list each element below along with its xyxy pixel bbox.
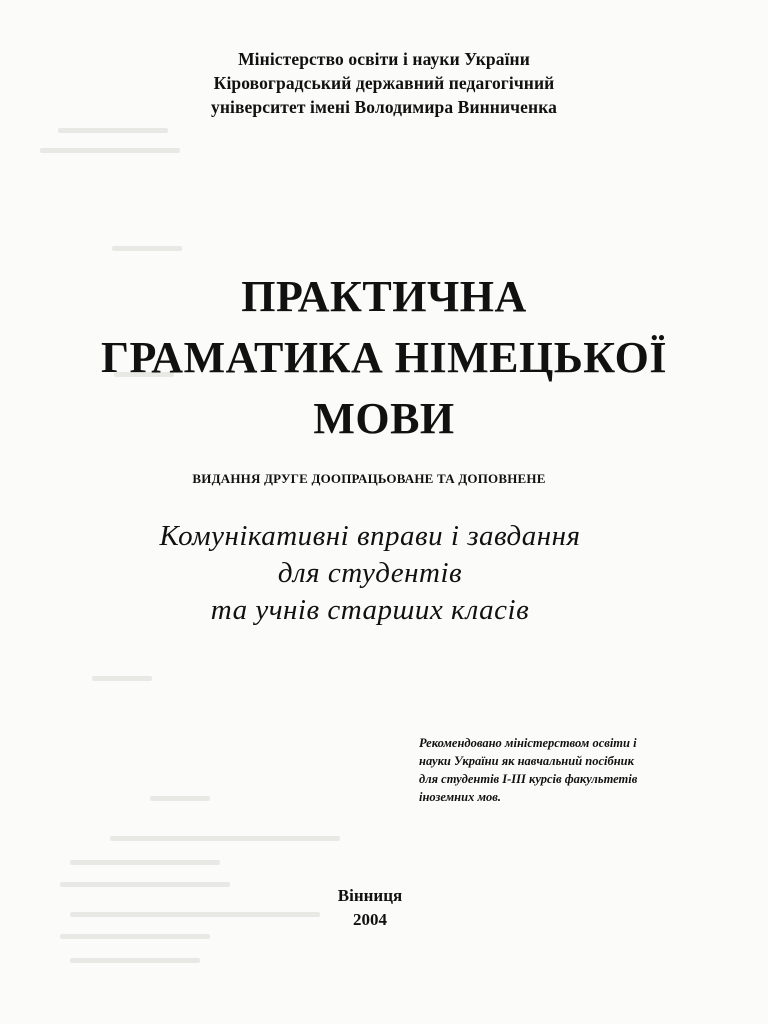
bleed-through-mark <box>112 246 182 251</box>
bleed-through-mark <box>58 128 168 133</box>
subtitle-line: для студентів <box>277 557 463 589</box>
subtitle-line: Комунікативні вправи і завдання <box>159 520 581 552</box>
recommendation-line: для студентів І-ІІІ курсів факультетів <box>419 772 638 786</box>
ministry-recommendation <box>419 734 749 806</box>
imprint-year: 2004 <box>353 910 387 929</box>
subtitle-line: та учнів старших класів <box>210 594 530 626</box>
bleed-through-mark <box>40 148 180 153</box>
book-title <box>0 266 768 449</box>
bleed-through-mark <box>70 958 200 963</box>
institution-line: Кіровоградський державний педагогічний <box>213 73 555 93</box>
imprint-city: Вінниця <box>337 886 403 905</box>
institution-line: Міністерство освіти і науки України <box>238 49 530 69</box>
bleed-through-mark <box>60 934 210 939</box>
institution-line: університет імені Володимира Винниченка <box>211 97 557 117</box>
edition-note: ВИДАННЯ ДРУГЕ ДООПРАЦЬОВАНЕ ТА ДОПОВНЕНЕ <box>192 471 546 486</box>
recommendation-line: Рекомендовано міністерством освіти і <box>419 736 637 750</box>
title-line: ГРАМАТИКА НІМЕЦЬКОЇ <box>101 333 667 382</box>
recommendation-line: науки України як навчальний посібник <box>419 754 634 768</box>
institution-block <box>0 47 768 119</box>
book-subtitle <box>0 518 740 629</box>
title-line: ПРАКТИЧНА <box>241 272 527 321</box>
bleed-through-mark <box>150 796 210 801</box>
bleed-through-mark <box>92 676 152 681</box>
imprint <box>0 884 740 932</box>
bleed-through-mark <box>70 860 220 865</box>
bleed-through-mark <box>110 836 340 841</box>
title-line: МОВИ <box>313 394 455 443</box>
recommendation-line: іноземних мов. <box>419 790 501 804</box>
